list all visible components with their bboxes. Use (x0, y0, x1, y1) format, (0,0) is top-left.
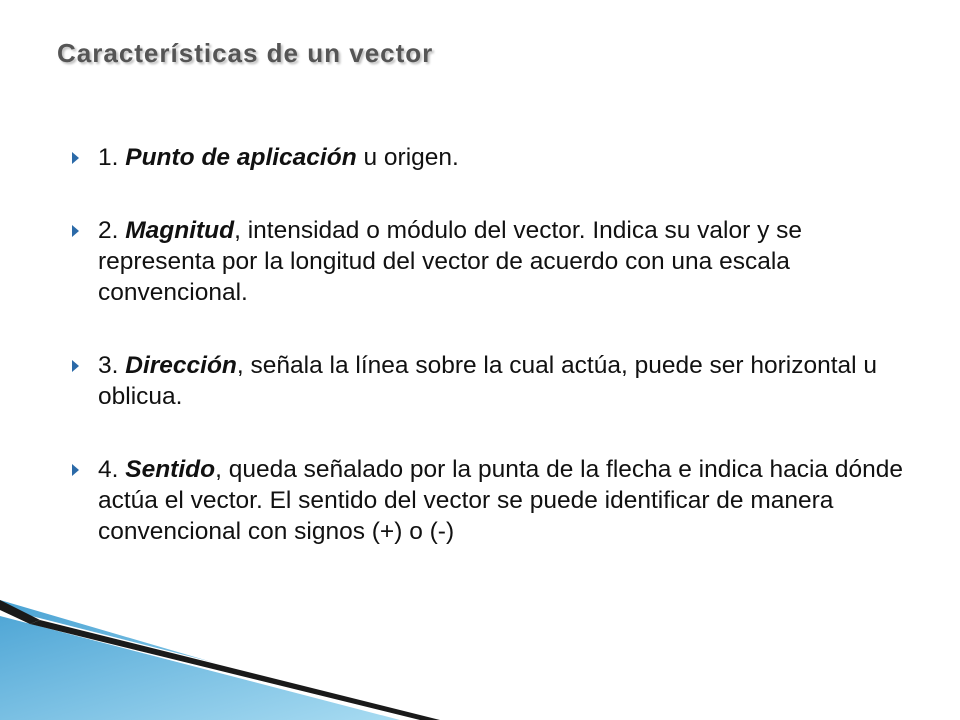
item-term: Magnitud (125, 217, 235, 244)
triangle-bullet-icon (72, 152, 79, 164)
list-item (72, 142, 912, 173)
item-text: , señala la línea sobre la cual actúa, puede ser horizontal u oblicua. (98, 352, 878, 410)
item-term: Dirección (125, 352, 237, 379)
item-term: Punto de aplicación (125, 144, 357, 171)
list-item (72, 350, 912, 412)
item-number: 3. (98, 352, 119, 379)
item-number: 2. (98, 217, 119, 244)
item-text: u origen. (363, 144, 459, 171)
item-text: , queda señalado por la punta de la flecha e indica hacia dónde actúa el vector. El sentido del vector se puede identificar de manera convencional con signos (+) o (-) (98, 456, 903, 545)
item-term: Sentido (125, 456, 216, 483)
item-number: 4. (98, 456, 119, 483)
slide-title: Características de un vector (57, 38, 434, 68)
list-item (72, 454, 912, 547)
triangle-bullet-icon (72, 360, 79, 372)
item-text: , intensidad o módulo del vector. Indica su valor y se representa por la longitud del vector de acuerdo con una escala convencional. (98, 217, 803, 306)
item-number: 1. (98, 144, 119, 171)
decorative-swoosh (0, 600, 440, 720)
list-item (72, 215, 912, 308)
triangle-bullet-icon (72, 464, 79, 476)
bullet-list (72, 142, 912, 589)
triangle-bullet-icon (72, 225, 79, 237)
